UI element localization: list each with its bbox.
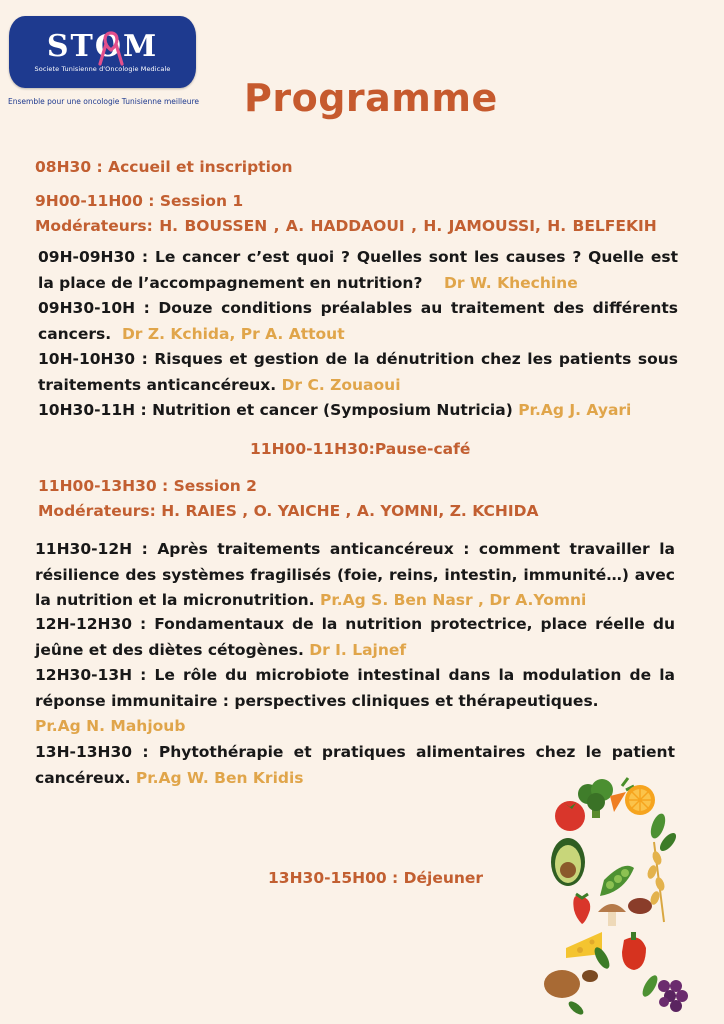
grapes-icon bbox=[658, 980, 688, 1012]
talk-speaker: Dr C. Zouaoui bbox=[281, 375, 401, 394]
talk-item bbox=[35, 612, 675, 663]
lunch-line: 13H30-15H00 : Déjeuner bbox=[268, 869, 484, 887]
accueil-line: 08H30 : Accueil et inscription bbox=[35, 158, 293, 176]
session2-moderators: Modérateurs: H. RAIES , O. YAICHE , A. YOMNI, Z. KCHIDA bbox=[38, 502, 539, 520]
bean-icon bbox=[628, 898, 652, 914]
bell-pepper-icon bbox=[622, 932, 646, 970]
potato-icon bbox=[544, 970, 598, 998]
talk-text: 12H-12H30 : Fondamentaux de la nutrition protectrice, place réelle du jeûne et des diètes cétogènes. bbox=[35, 615, 675, 659]
strawberry-icon bbox=[573, 894, 590, 924]
session1-moderators: Modérateurs: H. BOUSSEN , A. HADDAOUI , H. JAMOUSSI, H. BELFEKIH bbox=[35, 217, 657, 235]
talk-speaker: Pr.Ag N. Mahjoub bbox=[35, 717, 186, 735]
talk-text: 09H-09H30 : Le cancer c’est quoi ? Quelles sont les causes ? Quelle est la place de l’accompagnement en nutrition? bbox=[38, 248, 678, 292]
talk-text: 12H30-13H : Le rôle du microbiote intestinal dans la modulation de la réponse immunitaire : perspectives cliniques et thérapeutiques. bbox=[35, 666, 675, 710]
talk-item bbox=[38, 347, 678, 398]
talk-text: 09H30-10H : Douze conditions préalables au traitement des différents cancers. bbox=[38, 299, 678, 343]
talk-text: 11H30-12H : Après traitements anticancéreux : comment travailler la résilience des systèmes fragilisés (foie, reins, intestin, immunité…) avec la nutrition et la micronutrition. bbox=[35, 540, 675, 609]
talk-text: 10H30-11H : Nutrition et cancer (Symposium Nutricia) bbox=[38, 401, 513, 419]
talk-speaker: Dr I. Lajnef bbox=[309, 640, 407, 659]
talk-item bbox=[35, 663, 675, 740]
talk-item bbox=[35, 537, 675, 614]
talk-text: 13H-13H30 : Phytothérapie et pratiques alimentaires chez le patient cancéreux. bbox=[35, 743, 675, 787]
talk-speaker: Pr.Ag W. Ben Kridis bbox=[135, 768, 304, 787]
mushroom-icon bbox=[598, 904, 626, 926]
talk-speaker: Pr.Ag S. Ben Nasr , Dr A.Yomni bbox=[319, 591, 587, 609]
pea-pod-icon bbox=[600, 866, 634, 896]
logo-subtitle: Societe Tunisienne d'Oncologie Medicale bbox=[34, 64, 171, 73]
vegetable-ribbon-illustration bbox=[536, 772, 696, 1017]
talk-text: 10H-10H30 : Risques et gestion de la dénutrition chez les patients sous traitements anticancéreux. bbox=[38, 350, 678, 394]
talk-speaker: Dr Z. Kchida, Pr A. Attout bbox=[121, 324, 345, 343]
pink-ribbon-icon bbox=[97, 30, 125, 66]
logo-word: STOM bbox=[46, 28, 159, 64]
talk-speaker: Pr.Ag J. Ayari bbox=[518, 401, 632, 419]
pause-line: 11H00-11H30:Pause-café bbox=[250, 440, 471, 458]
leaf-icon bbox=[648, 812, 679, 854]
tomato-icon bbox=[555, 801, 585, 831]
tagline: Ensemble pour une oncologie Tunisienne meilleure bbox=[8, 97, 200, 106]
talk-item bbox=[38, 245, 678, 296]
session1-heading: 9H00-11H00 : Session 1 bbox=[35, 192, 244, 210]
session2-heading: 11H00-13H30 : Session 2 bbox=[38, 477, 257, 495]
talk-speaker: Dr W. Khechine bbox=[444, 273, 578, 292]
talk-item bbox=[38, 398, 678, 424]
orange-slice-icon bbox=[625, 785, 655, 815]
page-title: Programme bbox=[244, 76, 498, 120]
talk-item bbox=[38, 296, 678, 347]
avocado-icon bbox=[551, 838, 585, 886]
stom-logo bbox=[9, 16, 196, 88]
